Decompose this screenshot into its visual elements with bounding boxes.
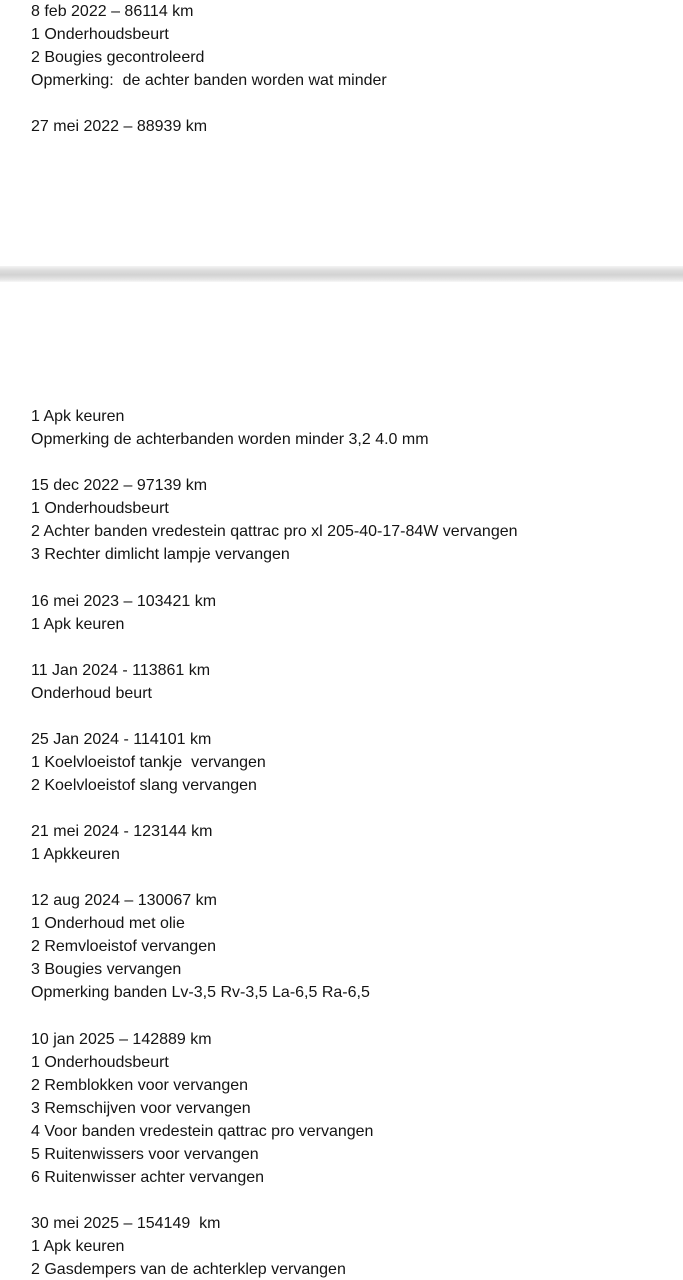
entry-item-line: 1 Apk keuren [31, 408, 125, 425]
document-page-2 [0, 282, 683, 1280]
entry-date-line: 21 mei 2024 - 123144 km [31, 823, 213, 840]
entry-item-line: 4 Voor banden vredestein qattrac pro vervangen [31, 1123, 374, 1140]
entry-item-line: Onderhoud beurt [31, 685, 152, 702]
entry-date-line: 16 mei 2023 – 103421 km [31, 593, 217, 610]
entry-item-line: 6 Ruitenwisser achter vervangen [31, 1169, 265, 1186]
entry-remark-line: Opmerking: de achter banden worden wat minder [31, 72, 387, 89]
entry-remark-line: Opmerking de achterbanden worden minder 3,2 4.0 mm [31, 431, 429, 448]
entry-date-line: 12 aug 2024 – 130067 km [31, 892, 217, 909]
entry-date-line: 10 jan 2025 – 142889 km [31, 1031, 212, 1048]
entry-item-line: 1 Apk keuren [31, 616, 125, 633]
entry-item-line: 1 Onderhoud met olie [31, 915, 185, 932]
entry-item-line: 3 Bougies vervangen [31, 961, 182, 978]
entry-remark-line: Opmerking banden Lv-3,5 Rv-3,5 La-6,5 Ra-6,5 [31, 984, 370, 1001]
entry-item-line: 3 Remschijven voor vervangen [31, 1100, 251, 1117]
entry-date-line: 25 Jan 2024 - 114101 km [31, 731, 212, 748]
entry-item-line: 1 Onderhoudsbeurt [31, 1054, 169, 1071]
entry-item-line: 1 Onderhoudsbeurt [31, 500, 169, 517]
entry-item-line: 2 Gasdempers van de achterklep vervangen [31, 1261, 346, 1278]
entry-item-line: 5 Ruitenwissers voor vervangen [31, 1146, 259, 1163]
entry-item-line: 3 Rechter dimlicht lampje vervangen [31, 546, 290, 563]
entry-item-line: 1 Apkkeuren [31, 846, 120, 863]
entry-date-line: 15 dec 2022 – 97139 km [31, 477, 208, 494]
document-page-1 [0, 0, 683, 266]
entry-item-line: 2 Remblokken voor vervangen [31, 1077, 249, 1094]
entry-item-line: 2 Koelvloeistof slang vervangen [31, 777, 257, 794]
entry-item-line: 2 Bougies gecontroleerd [31, 49, 205, 66]
entry-date-line: 8 feb 2022 – 86114 km [31, 3, 194, 20]
page-separator [0, 266, 683, 282]
entry-item-line: 1 Apk keuren [31, 1238, 125, 1255]
entry-item-line: 1 Onderhoudsbeurt [31, 26, 169, 43]
entry-date-line: 11 Jan 2024 - 113861 km [31, 662, 211, 679]
entry-item-line: 2 Remvloeistof vervangen [31, 938, 216, 955]
entry-date-line: 27 mei 2022 – 88939 km [31, 118, 208, 135]
entry-item-line: 2 Achter banden vredestein qattrac pro xl 205-40-17-84W vervangen [31, 523, 518, 540]
entry-date-line: 30 mei 2025 – 154149 km [31, 1215, 221, 1232]
entry-item-line: 1 Koelvloeistof tankje vervangen [31, 754, 266, 771]
